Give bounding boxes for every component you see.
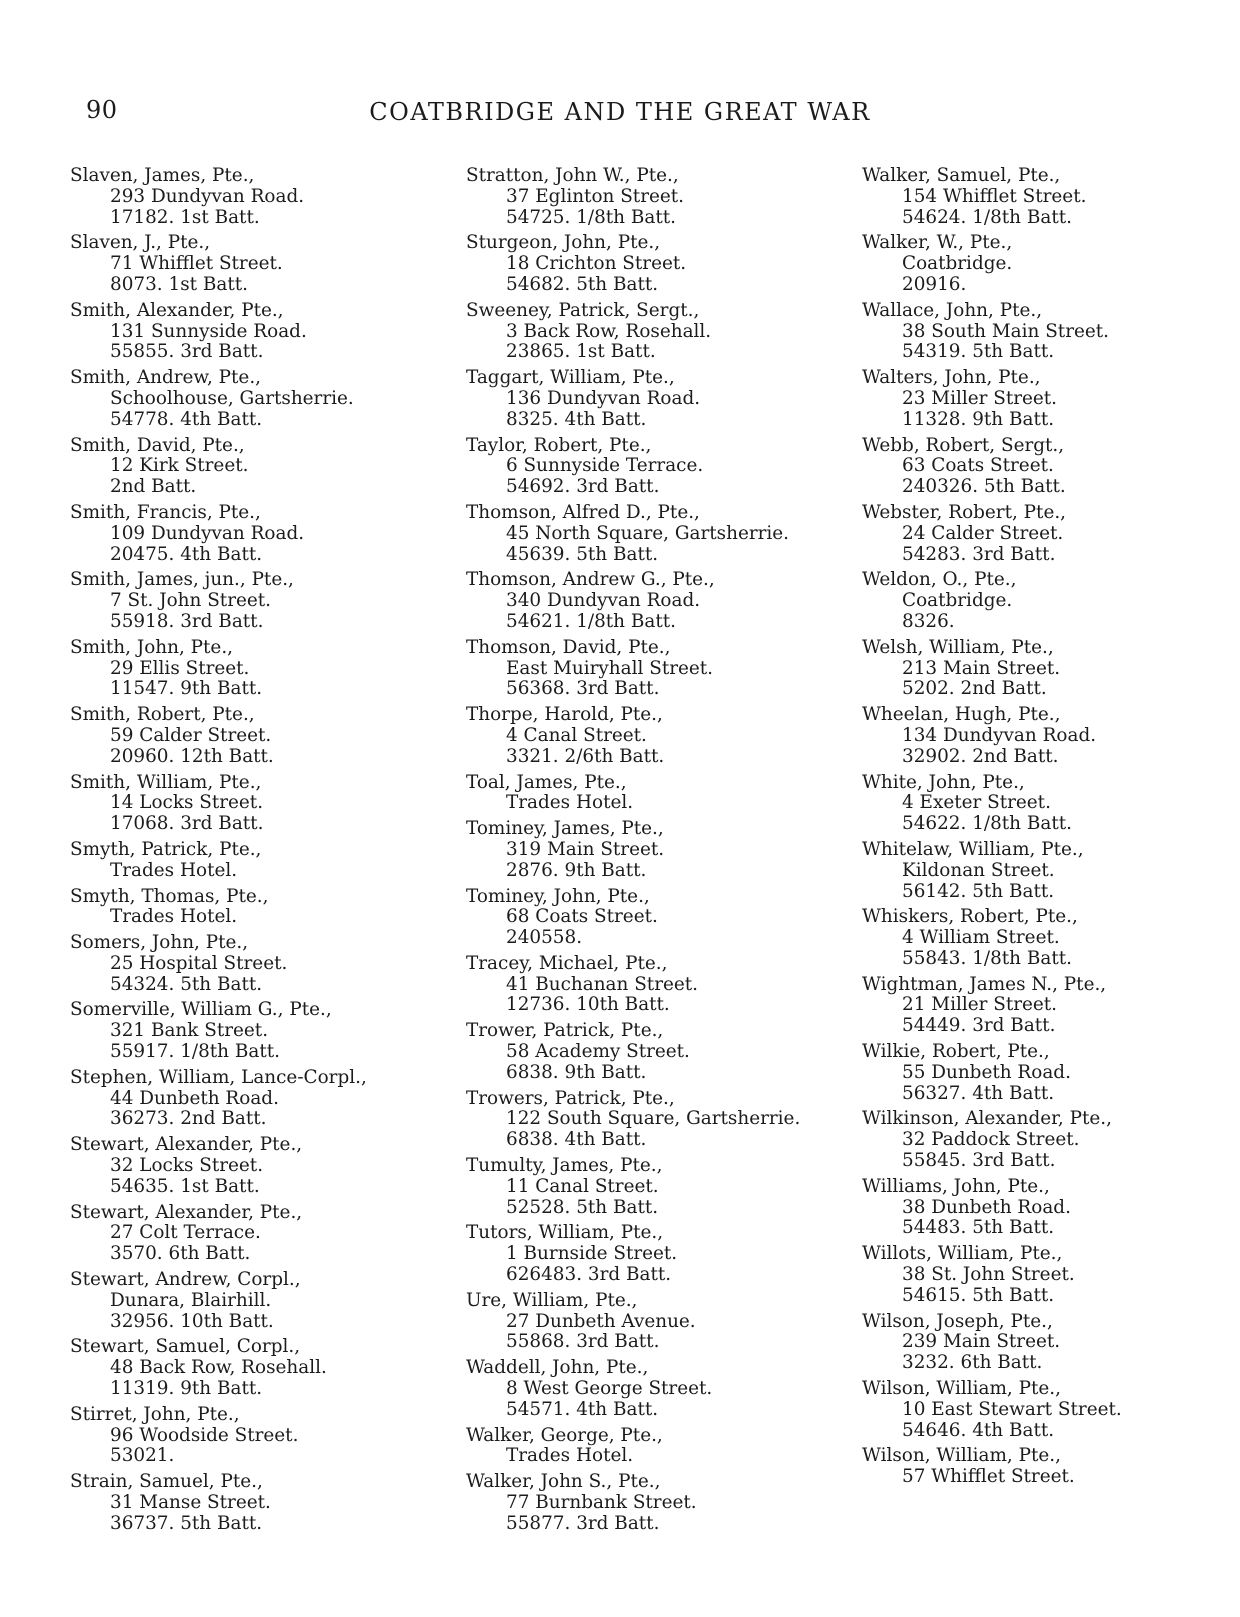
roll-entry <box>70 570 445 632</box>
soldier-address: 59 Calder Street. <box>110 724 272 746</box>
soldier-address: 23 Miller Street. <box>902 387 1058 409</box>
soldier-address: East Muiryhall Street. <box>506 657 714 679</box>
roll-entry <box>862 368 1237 430</box>
soldier-address: 57 Whifflet Street. <box>902 1466 1075 1488</box>
roll-entry <box>466 1089 841 1151</box>
soldier-address: 63 Coats Street. <box>902 455 1054 477</box>
roll-entry <box>466 1291 841 1353</box>
soldier-address: 6 Sunnyside Terrace. <box>506 455 704 477</box>
soldier-name: Willots, William, Pte., <box>862 1243 1063 1265</box>
soldier-name: Welsh, William, Pte., <box>862 636 1054 658</box>
soldier-address: 4 Canal Street. <box>506 724 647 746</box>
soldier-name: Smith, Andrew, Pte., <box>70 367 262 389</box>
roll-column-3 <box>862 166 1237 1493</box>
service-number-battalion: 54778. 4th Batt. <box>110 408 263 430</box>
roll-entry <box>466 954 841 1016</box>
roll-column-1 <box>70 166 445 1540</box>
roll-entry <box>862 503 1237 565</box>
service-number-battalion: 54449. 3rd Batt. <box>902 1015 1056 1037</box>
roll-entry <box>862 436 1237 498</box>
roll-entry <box>862 705 1237 767</box>
soldier-name: Smith, James, jun., Pte., <box>70 569 294 591</box>
roll-entry <box>70 436 445 498</box>
service-number-battalion: 23865. 1st Batt. <box>506 341 656 363</box>
service-number-battalion: 2nd Batt. <box>110 476 197 498</box>
service-number-battalion: 55918. 3rd Batt. <box>110 610 264 632</box>
soldier-name: Walker, George, Pte., <box>466 1424 663 1446</box>
service-number-battalion: 55868. 3rd Batt. <box>506 1331 660 1353</box>
service-number-battalion: 8326. <box>902 610 955 632</box>
soldier-address: 38 Dunbeth Road. <box>902 1196 1071 1218</box>
soldier-name: Smith, John, Pte., <box>70 636 234 658</box>
service-number-battalion: 54621. 1/8th Batt. <box>506 610 676 632</box>
soldier-address: 340 Dundyvan Road. <box>506 590 701 612</box>
roll-entry <box>70 1203 445 1265</box>
soldier-address: 293 Dundyvan Road. <box>110 185 305 207</box>
soldier-name: Stewart, Alexander, Pte., <box>70 1201 303 1223</box>
service-number-battalion: 11328. 9th Batt. <box>902 408 1055 430</box>
running-title: COATBRIDGE AND THE GREAT WAR <box>369 98 871 126</box>
roll-entry <box>466 503 841 565</box>
soldier-name: Williams, John, Pte., <box>862 1175 1050 1197</box>
soldier-name: Smith, Robert, Pte., <box>70 704 255 726</box>
soldier-name: Wheelan, Hugh, Pte., <box>862 704 1061 726</box>
soldier-name: Stephen, William, Lance-Corpl., <box>70 1066 367 1088</box>
roll-entry <box>70 1135 445 1197</box>
soldier-name: White, John, Pte., <box>862 771 1025 793</box>
service-number-battalion: 11319. 9th Batt. <box>110 1378 263 1400</box>
soldier-address: 32 Locks Street. <box>110 1155 264 1177</box>
soldier-address: 11 Canal Street. <box>506 1175 659 1197</box>
service-number-battalion: 5202. 2nd Batt. <box>902 678 1047 700</box>
roll-entry <box>466 368 841 430</box>
service-number-battalion: 36737. 5th Batt. <box>110 1512 263 1534</box>
soldier-address: 239 Main Street. <box>902 1331 1061 1353</box>
soldier-address: 32 Paddock Street. <box>902 1129 1080 1151</box>
soldier-name: Wilkie, Robert, Pte., <box>862 1041 1050 1063</box>
soldier-name: Walters, John, Pte., <box>862 367 1041 389</box>
soldier-name: Stewart, Andrew, Corpl., <box>70 1269 301 1291</box>
roll-entry <box>466 819 841 881</box>
soldier-address: Trades Hotel. <box>110 906 238 928</box>
roll-entry <box>862 570 1237 632</box>
service-number-battalion: 20475. 4th Batt. <box>110 543 263 565</box>
service-number-battalion: 54624. 1/8th Batt. <box>902 206 1072 228</box>
roll-entry <box>466 1156 841 1218</box>
soldier-name: Trowers, Patrick, Pte., <box>466 1087 675 1109</box>
service-number-battalion: 56327. 4th Batt. <box>902 1082 1055 1104</box>
soldier-address: 154 Whifflet Street. <box>902 185 1087 207</box>
soldier-name: Webb, Robert, Sergt., <box>862 434 1065 456</box>
roll-entry <box>70 1337 445 1399</box>
soldier-address: 77 Burnbank Street. <box>506 1492 697 1514</box>
soldier-name: Strain, Samuel, Pte., <box>70 1471 263 1493</box>
service-number-battalion: 2876. 9th Batt. <box>506 859 647 881</box>
soldier-address: 12 Kirk Street. <box>110 455 249 477</box>
soldier-address: 21 Miller Street. <box>902 994 1058 1016</box>
service-number-battalion: 6838. 4th Batt. <box>506 1129 647 1151</box>
soldier-name: Stewart, Samuel, Corpl., <box>70 1336 301 1358</box>
soldier-address: Trades Hotel. <box>506 792 634 814</box>
soldier-name: Stratton, John W., Pte., <box>466 165 679 186</box>
soldier-address: 319 Main Street. <box>506 838 665 860</box>
service-number-battalion: 20960. 12th Batt. <box>110 745 274 767</box>
roll-entry <box>70 840 445 882</box>
roll-entry <box>70 1068 445 1130</box>
soldier-name: Slaven, J., Pte., <box>70 232 211 254</box>
soldier-name: Thomson, Andrew G., Pte., <box>466 569 715 591</box>
page-number: 90 <box>86 96 118 124</box>
service-number-battalion: 3232. 6th Batt. <box>902 1352 1043 1374</box>
roll-entry <box>70 887 445 929</box>
soldier-name: Wilson, William, Pte., <box>862 1445 1061 1467</box>
soldier-address: Coatbridge. <box>902 253 1013 275</box>
roll-entry <box>862 166 1237 228</box>
soldier-name: Walker, John S., Pte., <box>466 1471 661 1493</box>
service-number-battalion: 32956. 10th Batt. <box>110 1310 274 1332</box>
service-number-battalion: 56368. 3rd Batt. <box>506 678 660 700</box>
roll-entry <box>466 570 841 632</box>
service-number-battalion: 32902. 2nd Batt. <box>902 745 1059 767</box>
roll-entry <box>466 1021 841 1083</box>
soldier-address: Coatbridge. <box>902 590 1013 612</box>
service-number-battalion: 54483. 5th Batt. <box>902 1217 1055 1239</box>
soldier-address: 24 Calder Street. <box>902 522 1064 544</box>
soldier-name: Thomson, David, Pte., <box>466 636 671 658</box>
soldier-name: Smith, William, Pte., <box>70 771 262 793</box>
service-number-battalion: 17068. 3rd Batt. <box>110 813 264 835</box>
soldier-name: Tominey, James, Pte., <box>466 818 664 840</box>
service-number-battalion: 3570. 6th Batt. <box>110 1243 251 1265</box>
soldier-address: 71 Whifflet Street. <box>110 253 283 275</box>
roll-entry <box>466 301 841 363</box>
roll-entry <box>862 1177 1237 1239</box>
service-number-battalion: 54622. 1/8th Batt. <box>902 813 1072 835</box>
soldier-name: Somerville, William G., Pte., <box>70 999 332 1021</box>
roll-entry <box>70 301 445 363</box>
soldier-name: Whitelaw, William, Pte., <box>862 838 1084 860</box>
roll-entry <box>70 638 445 700</box>
soldier-address: 27 Dunbeth Avenue. <box>506 1310 696 1332</box>
soldier-address: 8 West George Street. <box>506 1378 713 1400</box>
soldier-name: Walker, Samuel, Pte., <box>862 165 1061 186</box>
service-number-battalion: 55917. 1/8th Batt. <box>110 1041 280 1063</box>
roll-entry <box>862 907 1237 969</box>
soldier-name: Tutors, William, Pte., <box>466 1222 664 1244</box>
soldier-address: 96 Woodside Street. <box>110 1424 299 1446</box>
soldier-name: Walker, W., Pte., <box>862 232 1013 254</box>
soldier-address: 134 Dundyvan Road. <box>902 724 1097 746</box>
service-number-battalion: 54692. 3rd Batt. <box>506 476 660 498</box>
soldier-address: 38 South Main Street. <box>902 320 1109 342</box>
soldier-name: Ure, William, Pte., <box>466 1289 638 1311</box>
soldier-name: Weldon, O., Pte., <box>862 569 1017 591</box>
soldier-address: 1 Burnside Street. <box>506 1243 678 1265</box>
soldier-address: 38 St. John Street. <box>902 1264 1075 1286</box>
soldier-address: 58 Academy Street. <box>506 1041 690 1063</box>
soldier-address: 68 Coats Street. <box>506 906 658 928</box>
soldier-address: Kildonan Street. <box>902 859 1055 881</box>
service-number-battalion: 12736. 10th Batt. <box>506 994 670 1016</box>
soldier-name: Wilson, Joseph, Pte., <box>862 1310 1053 1332</box>
service-number-battalion: 626483. 3rd Batt. <box>506 1264 672 1286</box>
roll-entry <box>862 975 1237 1037</box>
soldier-address: 31 Manse Street. <box>110 1492 271 1514</box>
soldier-address: 131 Sunnyside Road. <box>110 320 307 342</box>
soldier-address: 122 South Square, Gartsherrie. <box>506 1108 801 1130</box>
roll-entry <box>862 233 1237 295</box>
roll-entry <box>466 638 841 700</box>
soldier-name: Slaven, James, Pte., <box>70 165 255 186</box>
soldier-name: Waddell, John, Pte., <box>466 1357 649 1379</box>
service-number-battalion: 52528. 5th Batt. <box>506 1196 659 1218</box>
soldier-name: Taylor, Robert, Pte., <box>466 434 652 456</box>
roll-entry <box>862 1312 1237 1374</box>
roll-entry <box>70 368 445 430</box>
service-number-battalion: 55845. 3rd Batt. <box>902 1150 1056 1172</box>
soldier-address: 41 Buchanan Street. <box>506 973 698 995</box>
roll-entry <box>862 1446 1237 1488</box>
soldier-name: Stirret, John, Pte., <box>70 1403 240 1425</box>
roll-entry <box>466 166 841 228</box>
soldier-name: Tumulty, James, Pte., <box>466 1155 663 1177</box>
service-number-battalion: 55877. 3rd Batt. <box>506 1512 660 1534</box>
soldier-address: 55 Dunbeth Road. <box>902 1061 1071 1083</box>
soldier-name: Wallace, John, Pte., <box>862 299 1043 321</box>
soldier-address: 27 Colt Terrace. <box>110 1222 261 1244</box>
service-number-battalion: 54725. 1/8th Batt. <box>506 206 676 228</box>
roll-entry <box>466 1358 841 1420</box>
soldier-name: Thorpe, Harold, Pte., <box>466 704 663 726</box>
roll-entry <box>466 773 841 815</box>
roll-entry <box>862 840 1237 902</box>
service-number-battalion: 240326. 5th Batt. <box>902 476 1066 498</box>
roll-entry <box>70 503 445 565</box>
roll-entry <box>466 1426 841 1468</box>
soldier-name: Wilkinson, Alexander, Pte., <box>862 1108 1112 1130</box>
soldier-name: Toal, James, Pte., <box>466 771 627 793</box>
soldier-name: Smith, Alexander, Pte., <box>70 299 284 321</box>
soldier-name: Sweeney, Patrick, Sergt., <box>466 299 700 321</box>
service-number-battalion: 8325. 4th Batt. <box>506 408 647 430</box>
roll-entry <box>70 233 445 295</box>
soldier-address: Schoolhouse, Gartsherrie. <box>110 387 354 409</box>
roll-entry <box>70 166 445 228</box>
soldier-name: Wightman, James N., Pte., <box>862 973 1107 995</box>
roll-entry <box>466 887 841 949</box>
roll-entry <box>466 705 841 767</box>
soldier-address: 25 Hospital Street. <box>110 952 288 974</box>
soldier-address: 29 Ellis Street. <box>110 657 250 679</box>
roll-column-2 <box>466 166 841 1540</box>
soldier-address: 48 Back Row, Rosehall. <box>110 1357 327 1379</box>
roll-entry <box>862 1109 1237 1171</box>
service-number-battalion: 8073. 1st Batt. <box>110 273 248 295</box>
roll-entry <box>70 1472 445 1534</box>
roll-entry <box>466 1223 841 1285</box>
roll-entry <box>70 1270 445 1332</box>
service-number-battalion: 53021. <box>110 1445 175 1467</box>
roll-entry <box>466 233 841 295</box>
roll-entry <box>70 773 445 835</box>
soldier-name: Sturgeon, John, Pte., <box>466 232 661 254</box>
service-number-battalion: 55843. 1/8th Batt. <box>902 947 1072 969</box>
service-number-battalion: 54571. 4th Batt. <box>506 1398 659 1420</box>
soldier-address: 37 Eglinton Street. <box>506 185 684 207</box>
soldier-address: 3 Back Row, Rosehall. <box>506 320 712 342</box>
soldier-name: Wilson, William, Pte., <box>862 1378 1061 1400</box>
service-number-battalion: 54615. 5th Batt. <box>902 1284 1055 1306</box>
service-number-battalion: 45639. 5th Batt. <box>506 543 659 565</box>
roll-entry <box>466 436 841 498</box>
soldier-name: Tracey, Michael, Pte., <box>466 952 668 974</box>
soldier-name: Taggart, William, Pte., <box>466 367 675 389</box>
soldier-address: 18 Crichton Street. <box>506 253 687 275</box>
soldier-name: Somers, John, Pte., <box>70 932 249 954</box>
roll-entry <box>70 1000 445 1062</box>
soldier-address: 44 Dunbeth Road. <box>110 1087 279 1109</box>
roll-entry <box>466 1472 841 1534</box>
soldier-address: 213 Main Street. <box>902 657 1061 679</box>
soldier-address: 10 East Stewart Street. <box>902 1398 1122 1420</box>
roll-entry <box>70 933 445 995</box>
roll-entry <box>862 1042 1237 1104</box>
soldier-name: Thomson, Alfred D., Pte., <box>466 501 700 523</box>
service-number-battalion: 6838. 9th Batt. <box>506 1061 647 1083</box>
service-number-battalion: 54646. 4th Batt. <box>902 1419 1055 1441</box>
soldier-address: 14 Locks Street. <box>110 792 264 814</box>
soldier-address: 4 William Street. <box>902 927 1060 949</box>
soldier-name: Whiskers, Robert, Pte., <box>862 906 1078 928</box>
soldier-name: Trower, Patrick, Pte., <box>466 1020 664 1042</box>
service-number-battalion: 20916. <box>902 273 967 295</box>
soldier-address: Trades Hotel. <box>506 1445 634 1467</box>
soldier-name: Tominey, John, Pte., <box>466 885 650 907</box>
service-number-battalion: 56142. 5th Batt. <box>902 880 1055 902</box>
service-number-battalion: 240558. <box>506 927 583 949</box>
soldier-name: Smith, Francis, Pte., <box>70 501 261 523</box>
roll-entry <box>862 301 1237 363</box>
soldier-name: Webster, Robert, Pte., <box>862 501 1067 523</box>
service-number-battalion: 54319. 5th Batt. <box>902 341 1055 363</box>
soldier-name: Smyth, Patrick, Pte., <box>70 838 262 860</box>
service-number-battalion: 36273. 2nd Batt. <box>110 1108 267 1130</box>
service-number-battalion: 55855. 3rd Batt. <box>110 341 264 363</box>
roll-entry <box>862 638 1237 700</box>
service-number-battalion: 54682. 5th Batt. <box>506 273 659 295</box>
soldier-address: Dunara, Blairhill. <box>110 1289 272 1311</box>
roll-entry <box>70 705 445 767</box>
roll-entry <box>862 773 1237 835</box>
soldier-address: 4 Exeter Street. <box>902 792 1051 814</box>
service-number-battalion: 54635. 1st Batt. <box>110 1175 260 1197</box>
service-number-battalion: 3321. 2/6th Batt. <box>506 745 665 767</box>
soldier-address: 321 Bank Street. <box>110 1020 269 1042</box>
roll-entry <box>70 1405 445 1467</box>
soldier-name: Smyth, Thomas, Pte., <box>70 885 269 907</box>
soldier-name: Smith, David, Pte., <box>70 434 245 456</box>
soldier-address: 45 North Square, Gartsherrie. <box>506 522 790 544</box>
service-number-battalion: 11547. 9th Batt. <box>110 678 263 700</box>
service-number-battalion: 54283. 3rd Batt. <box>902 543 1056 565</box>
roll-entry <box>862 1244 1237 1306</box>
service-number-battalion: 17182. 1st Batt. <box>110 206 260 228</box>
soldier-address: 136 Dundyvan Road. <box>506 387 701 409</box>
soldier-address: 109 Dundyvan Road. <box>110 522 305 544</box>
soldier-name: Stewart, Alexander, Pte., <box>70 1134 303 1156</box>
service-number-battalion: 54324. 5th Batt. <box>110 973 263 995</box>
roll-entry <box>862 1379 1237 1441</box>
soldier-address: 7 St. John Street. <box>110 590 271 612</box>
soldier-address: Trades Hotel. <box>110 859 238 881</box>
